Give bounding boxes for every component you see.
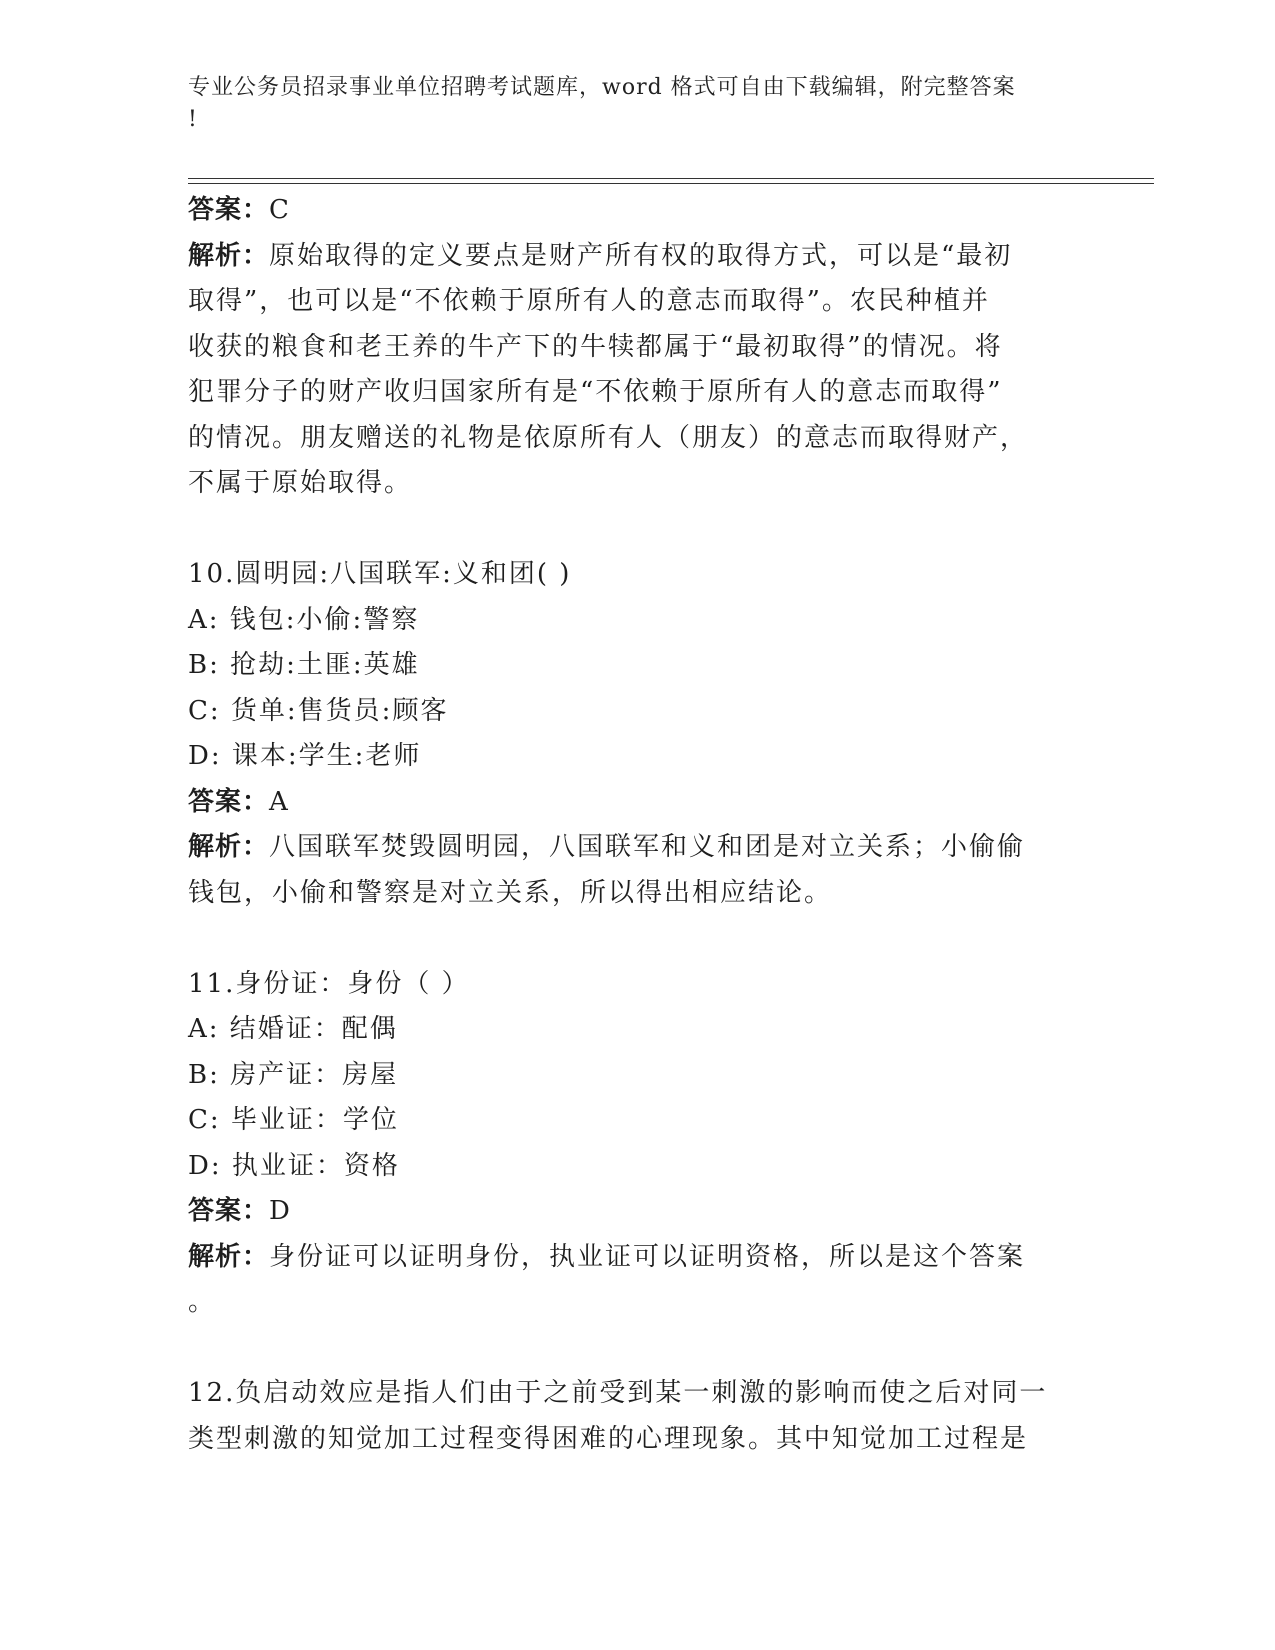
q10-answer-value: A (269, 786, 290, 817)
q11-option-d: D: 执业证：资格 (188, 1150, 400, 1181)
q10-option-c: C: 货单:售货员:顾客 (188, 695, 449, 726)
header-line-1: 专业公务员招录事业单位招聘考试题库，word 格式可自由下载编辑，附完整答案 (188, 75, 1016, 100)
q10-analysis-text: 八国联军焚毁圆明园，八国联军和义和团是对立关系；小偷偷 (269, 832, 1026, 862)
q11-analysis-line (188, 1235, 1088, 1281)
q9-analysis-line: 的情况。朋友赠送的礼物是依原所有人（朋友）的意志而取得财产， (188, 422, 1029, 453)
header-line-2: ! (188, 107, 198, 132)
q9-answer (188, 188, 1088, 234)
q11-answer-value: D (269, 1196, 292, 1226)
q12-stem-line: 类型刺激的知觉加工过程变得困难的心理现象。其中知觉加工过程是 (188, 1423, 1029, 1454)
q12-stem-line: 12.负启动效应是指人们由于之前受到某一刺激的影响而使之后对同一 (188, 1378, 1048, 1408)
q10-answer (188, 780, 1088, 826)
q9-analysis-line: 犯罪分子的财产收归国家所有是“不依赖于原所有人的意志而取得” (188, 377, 1003, 407)
q9-analysis-line: 收获的粮食和老王养的牛产下的牛犊都属于“最初取得”的情况。将 (188, 331, 1003, 362)
q10-analysis-line (188, 825, 1088, 871)
q11-option-a: A: 结婚证：配偶 (188, 1014, 398, 1044)
q11-option-b: B: 房产证：房屋 (188, 1059, 399, 1090)
q10-analysis-line: 钱包，小偷和警察是对立关系，所以得出相应结论。 (188, 877, 833, 908)
q11-answer (188, 1189, 1088, 1235)
q9-analysis-line: 不属于原始取得。 (188, 468, 413, 498)
q9-analysis-line: 取得”，也可以是“不依赖于原所有人的意志而取得”。农民种植并 (188, 286, 990, 316)
q10-option-d: D: 课本:学生:老师 (188, 741, 422, 771)
page-header (188, 72, 1088, 136)
q11-analysis-line: 。 (188, 1287, 217, 1317)
header-rule-top (188, 178, 1154, 179)
spacer (188, 1326, 1088, 1372)
spacer (188, 507, 1088, 553)
document-body (188, 188, 1088, 1462)
q11-option-c: C: 毕业证：学位 (188, 1105, 399, 1135)
q11-analysis-label: 解析： (188, 1241, 270, 1272)
q10-option-a: A: 钱包:小偷:警察 (188, 604, 420, 635)
q9-analysis-line (188, 234, 1088, 280)
q11-answer-label: 答案： (188, 1196, 270, 1226)
q11-stem: 11.身份证：身份（ ） (188, 968, 470, 999)
spacer (188, 916, 1088, 962)
header-rule-bottom (188, 183, 1154, 184)
q9-answer-label: 答案： (188, 195, 270, 225)
q10-answer-label: 答案： (188, 786, 270, 817)
q10-stem: 10.圆明园:八国联军:义和团( ) (188, 559, 572, 589)
q9-analysis-label: 解析： (188, 240, 270, 271)
q10-option-b: B: 抢劫:土匪:英雄 (188, 650, 420, 680)
q10-analysis-label: 解析： (188, 832, 270, 862)
q11-analysis-text: 身份证可以证明身份，执业证可以证明资格，所以是这个答案 (269, 1241, 1026, 1272)
q9-answer-value: C (269, 195, 291, 225)
q9-analysis-text: 原始取得的定义要点是财产所有权的取得方式，可以是“最初 (269, 240, 1013, 271)
